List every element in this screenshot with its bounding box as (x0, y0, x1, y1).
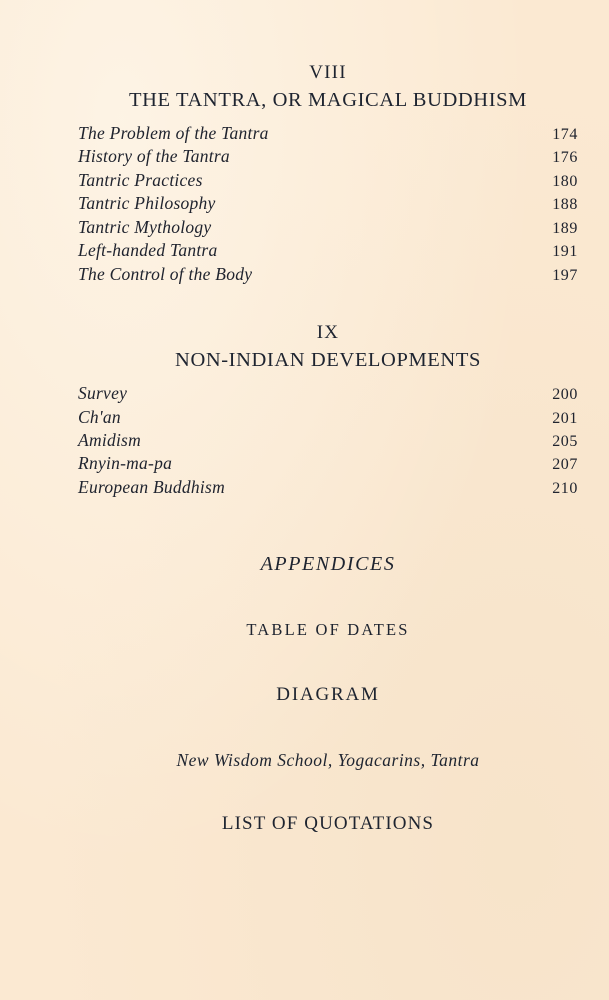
entry-label: Tantric Philosophy (78, 193, 216, 214)
toc-entry[interactable] (78, 263, 578, 286)
toc-entry[interactable] (78, 239, 578, 262)
entry-list (78, 122, 578, 286)
entry-label: The Problem of the Tantra (78, 123, 269, 143)
section-spacer (78, 286, 578, 322)
appendix-item-diagram-caption: New Wisdom School, Yogacarins, Tantra (176, 750, 480, 771)
entry-label: Rnyin-ma-pa (78, 453, 173, 474)
entry-page-number: 200 (552, 386, 578, 404)
entry-page-number: 180 (552, 172, 578, 190)
entry-label: Left-handed Tantra (78, 240, 218, 261)
entry-page-number: 174 (552, 126, 578, 143)
appendices-heading: APPENDICES (260, 553, 396, 576)
chapter-number: IX (316, 322, 340, 344)
toc-entry[interactable] (78, 122, 578, 145)
toc-entry[interactable] (78, 169, 578, 192)
entry-page-number: 210 (552, 479, 578, 497)
entry-label: Tantric Practices (78, 169, 203, 190)
entry-label: Survey (78, 383, 128, 404)
toc-entry[interactable] (78, 216, 578, 239)
entry-label: Amidism (78, 429, 141, 450)
chapter-number: VIII (309, 62, 347, 83)
chapter-title: THE TANTRA, OR MAGICAL BUDDHISM (129, 89, 527, 111)
entry-label: The Control of the Body (78, 263, 253, 284)
appendices-section (78, 553, 578, 835)
toc-entry[interactable] (78, 476, 578, 499)
entry-list (78, 382, 578, 499)
toc-entry[interactable] (78, 192, 578, 215)
toc-entry[interactable] (78, 452, 578, 475)
appendix-item-diagram[interactable]: DIAGRAM (276, 684, 380, 706)
table-of-contents (78, 62, 578, 835)
entry-page-number: 189 (552, 219, 578, 237)
toc-entry[interactable] (78, 406, 578, 429)
chapter-block-ix (78, 322, 578, 499)
entry-page-number: 197 (552, 266, 578, 284)
entry-label: European Buddhism (78, 476, 225, 497)
appendix-item-list-of-quotations[interactable]: LIST OF QUOTATIONS (221, 813, 435, 835)
toc-entry[interactable] (78, 429, 578, 452)
entry-page-number: 176 (552, 149, 578, 167)
entry-page-number: 191 (552, 243, 578, 261)
entry-label: Tantric Mythology (78, 216, 212, 237)
entry-page-number: 205 (552, 432, 578, 450)
chapter-block-viii (78, 62, 578, 286)
entry-page-number: 201 (552, 409, 578, 427)
entry-page-number: 207 (552, 456, 578, 474)
toc-entry[interactable] (78, 145, 578, 168)
appendix-item-table-of-dates[interactable]: TABLE OF DATES (246, 620, 410, 640)
entry-label: History of the Tantra (78, 146, 230, 167)
toc-entry[interactable] (78, 382, 578, 405)
entry-label: Ch'an (78, 406, 121, 427)
entry-page-number: 188 (552, 196, 578, 214)
chapter-title: NON-INDIAN DEVELOPMENTS (175, 349, 481, 372)
